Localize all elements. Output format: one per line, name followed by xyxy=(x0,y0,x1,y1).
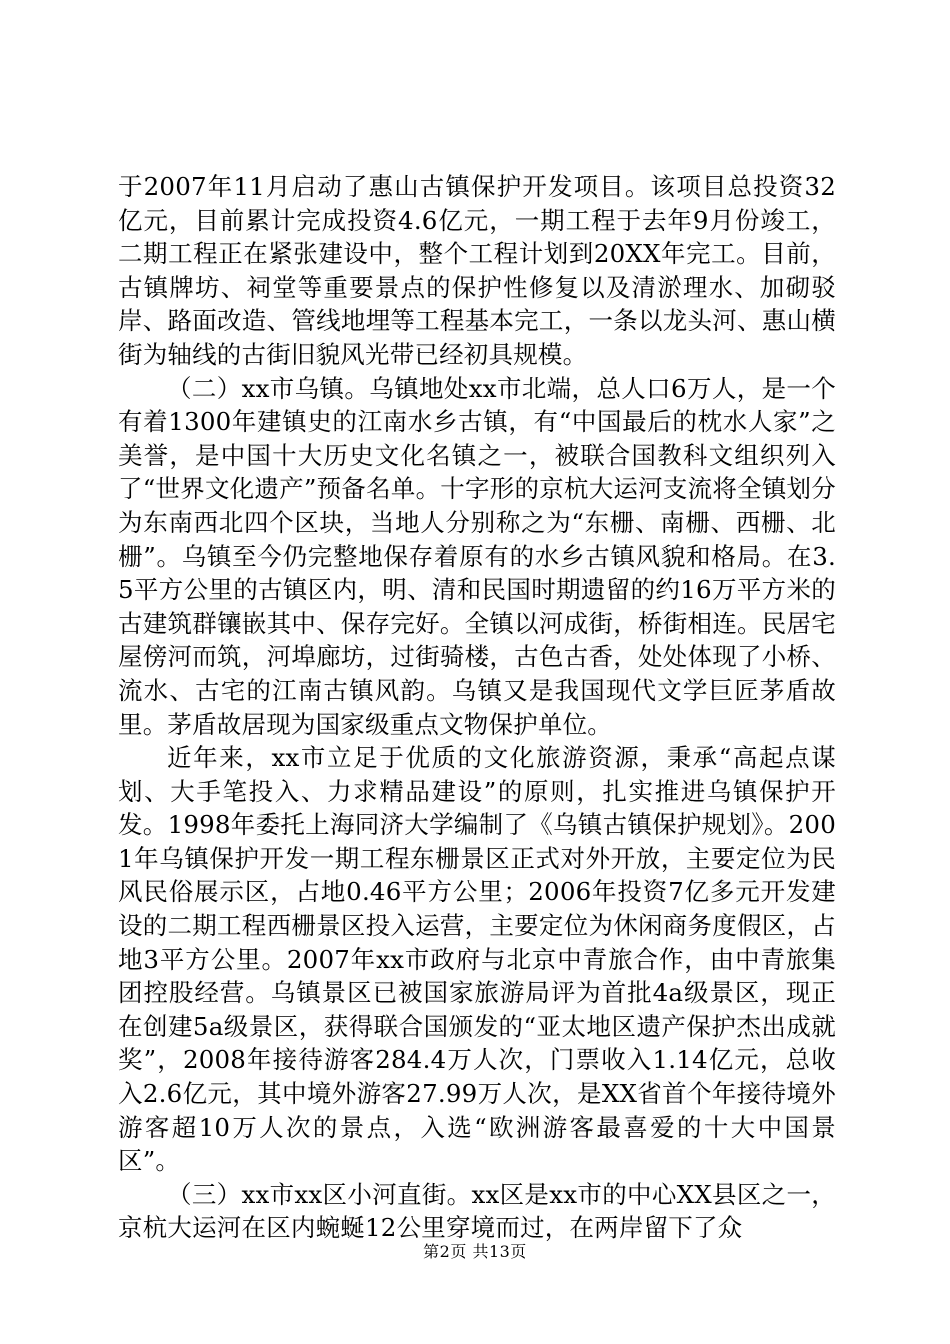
page-number-footer: 第2页 共13页 xyxy=(423,1242,527,1261)
paragraph-xiaohe-street: （三）xx市xx区小河直街。xx区是xx市的中心XX县区之一，京杭大运河在区内蜿蜒12公里穿境而过，在两岸留下了众 xyxy=(118,1179,836,1243)
paragraph-wuzhen-intro: （二）xx市乌镇。乌镇地处xx市北端，总人口6万人，是一个有着1300年建镇史的江南水乡古镇，有“中国最后的枕水人家”之美誉，是中国十大历史文化名镇之一，被联合国教科文组织列入了“世界文化遗产”预备名单。十字形的京杭大运河支流将全镇划分为东南西北四个区块，当地人分别称之为“东栅、南栅、西栅、北栅”。乌镇至今仍完整地保存着原有的水乡古镇风貌和格局。在3.5平方公里的古镇区内，明、清和民国时期遗留的约16万平方米的古建筑群镶嵌其中、保存完好。全镇以河成街，桥街相连。民居宅屋傍河而筑，河埠廊坊，过街骑楼，古色古香，处处体现了小桥、流水、古宅的江南古镇风韵。乌镇又是我国现代文学巨匠茅盾故里。茅盾故居现为国家级重点文物保护单位。 xyxy=(118,373,836,739)
document-body xyxy=(118,170,836,1245)
paragraph-wuzhen-development: 近年来，xx市立足于优质的文化旅游资源，秉承“高起点谋划、大手笔投入、力求精品建设”的原则，扎实推进乌镇保护开发。1998年委托上海同济大学编制了《乌镇古镇保护规划》。2001年乌镇保护开发一期工程东栅景区正式对外开放，主要定位为民风民俗展示区，占地0.46平方公里；2006年投资7亿多元开发建设的二期工程西栅景区投入运营，主要定位为休闲商务度假区，占地3平方公里。2007年xx市政府与北京中青旅合作，由中青旅集团控股经营。乌镇景区已被国家旅游局评为首批4a级景区，现正在创建5a级景区，获得联合国颁发的“亚太地区遗产保护杰出成就奖”，2008年接待游客284.4万人次，门票收入1.14亿元，总收入2.6亿元，其中境外游客27.99万人次，是XX省首个年接待境外游客超10万人次的景点，入选“欧洲游客最喜爱的十大中国景区”。 xyxy=(118,743,836,1176)
paragraph-huishan-continued: 于2007年11月启动了惠山古镇保护开发项目。该项目总投资32亿元，目前累计完成投资4.6亿元，一期工程于去年9月份竣工，二期工程正在紧张建设中，整个工程计划到20XX年完工。目前，古镇牌坊、祠堂等重要景点的保护性修复以及清淤理水、加砌驳岸、路面改造、管线地埋等工程基本完工，一条以龙头河、惠山横街为轴线的古街旧貌风光带已经初具规模。 xyxy=(118,172,836,369)
